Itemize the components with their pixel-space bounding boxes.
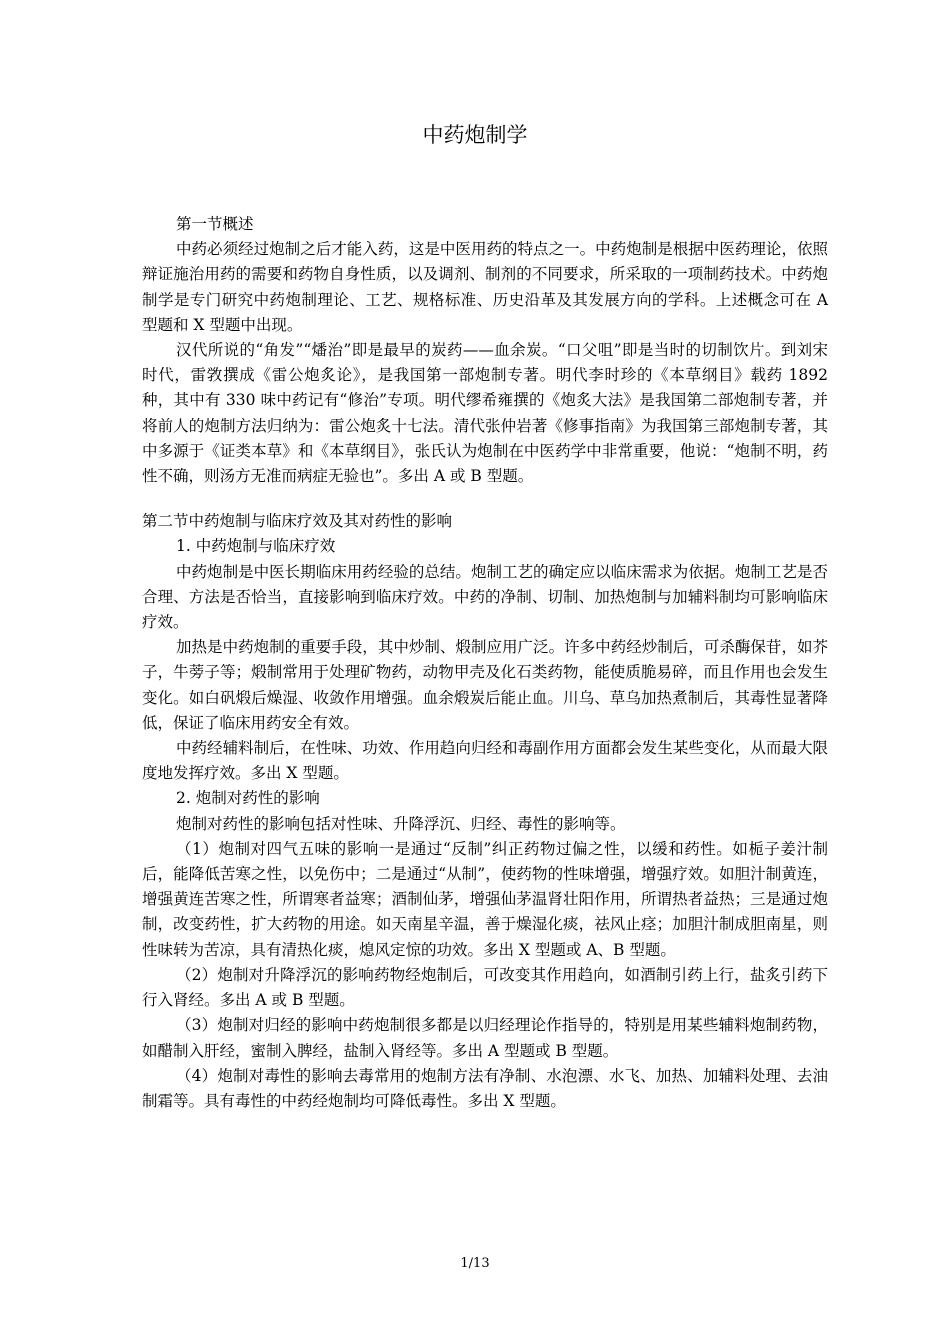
section-1-paragraph-1: 中药必须经过炮制之后才能入药，这是中医用药的特点之一。中药炮制是根据中医药理论，依照辩证施治用药的需要和药物自身性质，以及调剂、制剂的不同要求，所采取的一项制药技术。中药炮制学是专门研究中药炮制理论、工艺、规格标准、历史沿革及其发展方向的学科。上述概念可在 A 型题和 X 型题中出现。: [142, 240, 828, 334]
document-body: [142, 212, 828, 1114]
subsection-2-paragraph-3: （2）炮制对升降浮沉的影响药物经炮制后，可改变其作用趋向，如酒制引药上行，盐炙引药下行入肾经。多出 A 或 B 型题。: [142, 965, 828, 1010]
subsection-2-heading: 2. 炮制对药性的影响: [176, 789, 320, 808]
section-2-heading: 第二节中药炮制与临床疗效及其对药性的影响: [142, 512, 453, 531]
page-number: 1/13: [460, 1256, 490, 1271]
subsection-1-paragraph-3: 中药经辅料制后，在性味、功效、作用趋向归经和毒副作用方面都会发生某些变化，从而最大限度地发挥疗效。多出 X 型题。: [142, 739, 828, 783]
document-title: 中药炮制学: [422, 123, 528, 147]
subsection-2-paragraph-5: （4）炮制对毒性的影响去毒常用的炮制方法有净制、水泡漂、水飞、加热、加辅料处理、去油制霜等。具有毒性的中药经炮制均可降低毒性。多出 X 型题。: [142, 1066, 828, 1110]
subsection-2-paragraph-4: （3）炮制对归经的影响中药炮制很多都是以归经理论作指导的，特别是用某些辅料炮制药物，如醋制入肝经，蜜制入脾经，盐制入肾经等。多出 A 型题或 B 型题。: [142, 1016, 828, 1060]
section-1-paragraph-2: 汉代所说的“角发”“燔治”即是最早的炭药——血余炭。“口父咀”即是当时的切制饮片。到刘宋时代，雷敩撰成《雷公炮炙论》，是我国第一部炮制专著。明代李时珍的《本草纲目》载药 1892 种，其中有 330 味中药记有“修治”专项。明代缪希雍撰的《炮炙大法》是我国第二部炮制专著，并将前人的炮制方法归纳为：雷公炮炙十七法。清代张仲岩著《修事指南》为我国第三部炮制专著，其中多源于《证类本草》和《本草纲目》，张氏认为炮制在中医药学中非常重要，他说：“炮制不明，药性不确，则汤方无准而病症无验也”。多出 A 或 B 型题。: [142, 341, 828, 486]
section-1-heading: 第一节概述: [176, 215, 254, 233]
subsection-2-paragraph-1: 炮制对药性的影响包括对性味、升降浮沉、归经、毒性的影响等。: [176, 814, 626, 833]
subsection-1-paragraph-2: 加热是中药炮制的重要手段，其中炒制、煅制应用广泛。许多中药经炒制后，可杀酶保苷，如芥子，牛蒡子等；煅制常用于处理矿物药，动物甲壳及化石类药物，能使质脆易碎，而且作用也会发生变化。如白矾煅后燥湿、收敛作用增强。血余煅炭后能止血。川乌、草乌加热煮制后，其毒性显著降低，保证了临床用药安全有效。: [142, 638, 828, 732]
subsection-1-paragraph-1: 中药炮制是中医长期临床用药经验的总结。炮制工艺的确定应以临床需求为依据。炮制工艺是否合理、方法是否恰当，直接影响到临床疗效。中药的净制、切制、加热炮制与加辅料制均可影响临床疗效。: [142, 562, 828, 632]
subsection-1-heading: 1. 中药炮制与临床疗效: [176, 537, 336, 556]
subsection-2-paragraph-2: （1）炮制对四气五味的影响一是通过“反制”纠正药物过偏之性，以缓和药性。如栀子姜汁制后，能降低苦寒之性，以免伤中；二是通过“从制”，使药物的性味增强，增强疗效。如胆汁制黄连，增强黄连苦寒之性，所谓寒者益寒；酒制仙茅，增强仙茅温肾壮阳作用，所谓热者益热；三是通过炮制，改变药性，扩大药物的用途。如天南星辛温，善于燥湿化痰，祛风止痉；加胆汁制成胆南星，则性味转为苦凉，具有清热化痰，熄风定惊的功效。多出 X 型题或 A、B 型题。: [142, 839, 828, 959]
